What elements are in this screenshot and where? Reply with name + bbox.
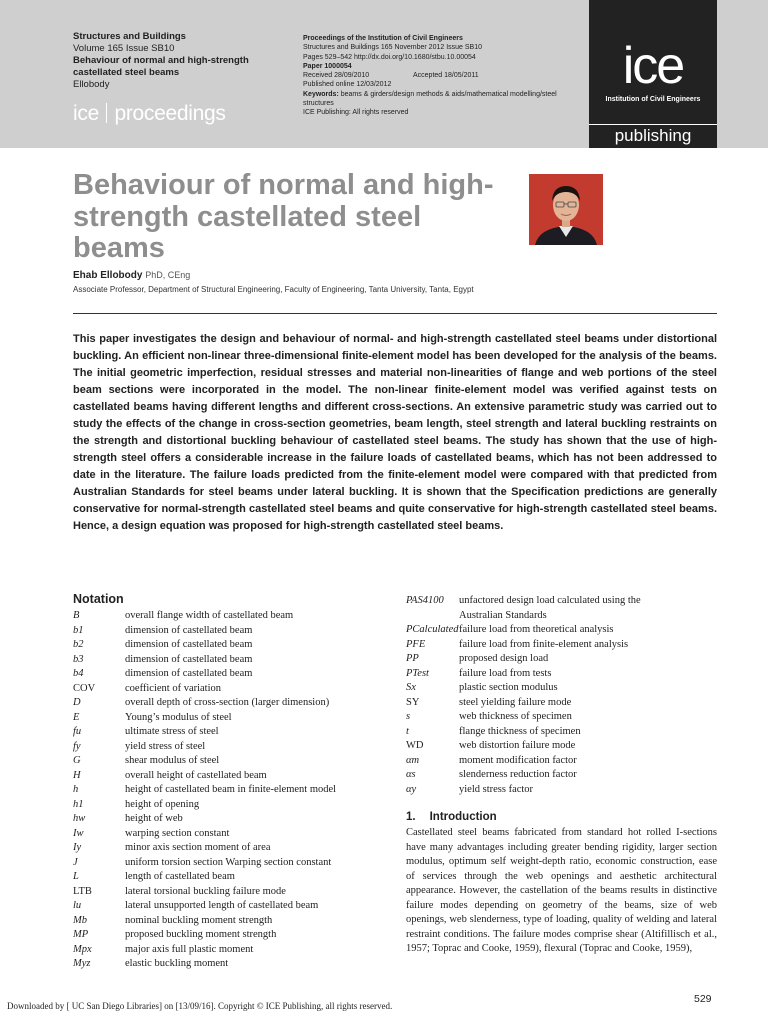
notation-row (73, 740, 383, 755)
notation-row (406, 739, 718, 754)
notation-symbol: J (73, 856, 78, 868)
page-number: 529 (694, 993, 712, 1005)
notation-description: major axis full plastic moment (125, 943, 254, 955)
notation-row (406, 696, 718, 711)
notation-symbol: LTB (73, 885, 92, 897)
author-affiliation: Associate Professor, Department of Structural Engineering, Faculty of Engineering, Tanta University, Tanta, Egypt (73, 285, 474, 294)
notation-description: unfactored design load calculated using the (459, 595, 641, 606)
notation-description: lateral torsional buckling failure mode (125, 885, 286, 897)
notation-row (73, 609, 383, 624)
notation-symbol: αy (406, 783, 417, 795)
notation-symbol: PFE (406, 638, 426, 650)
notation-description: web thickness of specimen (459, 711, 572, 722)
notation-symbol: Mb (73, 914, 87, 926)
header-metadata (303, 34, 583, 118)
notation-row (73, 682, 383, 697)
notation-row (406, 652, 718, 667)
notation-symbol: lu (73, 900, 82, 911)
notation-symbol: b2 (73, 639, 84, 650)
notation-symbol: H (73, 769, 81, 781)
notation-description: failure load from tests (459, 667, 552, 679)
notation-description: moment modification factor (459, 754, 577, 766)
notation-row (73, 928, 383, 943)
citation-line: Structures and Buildings 165 November 2012 Issue SB10 (303, 44, 482, 52)
notation-symbol: Myz (73, 958, 91, 969)
introduction-text: Castellated steel beams fabricated from standard hot rolled I-sections have many advantages including greater bending rigidity, larger section modulus, optimum self weight-depth ratio, economic construction, ease of services through the web openings and aesthetic architectural appearance. However, the castellation of the beams results in distinctive failure modes depending on geometry of the beams, size of web openings, web slenderness, type of loading, quality of welding and lateral restraint conditions. The failure modes comprise shear (Altifillisch et al., 1957; Toprac and Cooke, 1959), flexural (Toprac and Cooke, 1959), (406, 827, 717, 954)
notation-row (73, 783, 383, 798)
notation-description: failure load from finite-element analysis (459, 638, 629, 650)
notation-row (406, 638, 718, 653)
notation-row (73, 769, 383, 784)
notation-symbol: Iy (73, 842, 82, 853)
notation-symbol: t (406, 725, 409, 737)
notation-row (406, 710, 718, 725)
accepted-date: Accepted 18/05/2011 (413, 72, 479, 80)
notation-row (73, 653, 383, 668)
journal-volume: Volume 165 Issue SB10 (73, 43, 175, 54)
ice-institution-name: Institution of Civil Engineers (605, 96, 701, 103)
notation-row (406, 681, 718, 696)
notation-symbol: D (73, 697, 81, 708)
notation-description: height of castellated beam in finite-element model (125, 784, 337, 795)
notation-description: dimension of castellated beam (125, 668, 253, 679)
notation-row (73, 856, 383, 871)
notation-row (406, 783, 718, 798)
notation-row (406, 725, 718, 740)
notation-description: proposed buckling moment strength (125, 929, 277, 940)
notation-symbol: COV (73, 682, 96, 694)
notation-row (406, 609, 718, 624)
notation-symbol: G (73, 755, 81, 766)
author-line (73, 270, 190, 281)
author-name: Ehab Ellobody (73, 270, 143, 281)
header-left-block (73, 31, 283, 91)
notation-description: ultimate stress of steel (125, 726, 219, 737)
notation-symbol: E (73, 711, 80, 723)
notation-description: flange thickness of specimen (459, 725, 581, 737)
notation-description: elastic buckling moment (125, 958, 229, 969)
notation-symbol: fu (73, 726, 82, 737)
notation-row (73, 943, 383, 958)
notation-symbol: PAS4100 (406, 595, 444, 606)
notation-description: dimension of castellated beam (125, 639, 253, 650)
ice-publishing-label: publishing (589, 124, 717, 146)
introduction-heading (406, 811, 497, 823)
brand-proceedings: proceedings (114, 102, 226, 125)
ice-logo-text: ice (622, 37, 684, 95)
notation-symbol: Mpx (73, 943, 92, 955)
ice-proceedings-brand (73, 102, 226, 126)
author-credentials: PhD, CEng (145, 270, 191, 280)
notation-row (406, 754, 718, 769)
running-title: Behaviour of normal and high-strength castellated steel beams (73, 55, 249, 78)
notation-row (73, 667, 383, 682)
notation-description: failure load from theoretical analysis (459, 624, 614, 635)
notation-row (73, 957, 383, 972)
notation-description: overall height of castellated beam (125, 769, 267, 781)
notation-description: slenderness reduction factor (459, 769, 577, 780)
paper-number: Paper 1000054 (303, 62, 352, 70)
published-date: Published online 12/03/2012 (303, 81, 392, 89)
keywords (303, 90, 583, 109)
notation-description: Young’s modulus of steel (125, 711, 232, 723)
notation-symbol: h1 (73, 798, 84, 810)
running-author: Ellobody (73, 79, 110, 90)
journal-header (0, 0, 768, 148)
dates-row (303, 71, 583, 80)
notation-description: nominal buckling moment strength (125, 914, 273, 926)
notation-description: lateral unsupported length of castellated beam (125, 900, 319, 911)
notation-description: proposed design load (459, 653, 549, 664)
notation-row (73, 827, 383, 842)
notation-symbol: b4 (73, 668, 84, 679)
notation-row (73, 885, 383, 900)
notation-description: dimension of castellated beam (125, 624, 253, 636)
notation-row (406, 623, 718, 638)
notation-description: coefficient of variation (125, 682, 222, 694)
notation-description: steel yielding failure mode (459, 696, 572, 708)
notation-description: Australian Standards (459, 609, 547, 621)
author-photo (529, 174, 603, 245)
notation-row (73, 638, 383, 653)
notation-list-right (406, 594, 718, 797)
rights-line: ICE Publishing: All rights reserved (303, 109, 409, 117)
notation-row (73, 725, 383, 740)
notation-description: overall flange width of castellated beam (125, 610, 294, 621)
brand-ice: ice (73, 102, 99, 125)
notation-symbol: fy (73, 740, 81, 752)
notation-description: yield stress of steel (125, 740, 206, 752)
notation-symbol: PP (406, 653, 419, 664)
notation-symbol: Sx (406, 682, 416, 693)
proceedings-title: Proceedings of the Institution of Civil Engineers (303, 35, 463, 42)
notation-symbol: WD (406, 740, 424, 751)
notation-row (73, 812, 383, 827)
notation-list-left (73, 609, 383, 972)
notation-row (73, 841, 383, 856)
pages-doi: Pages 529–542 http://dx.doi.org/10.1680/stbu.10.00054 (303, 53, 476, 61)
notation-description: web distortion failure mode (459, 740, 576, 751)
notation-description: minor axis section moment of area (125, 842, 271, 853)
notation-description: length of castellated beam (125, 871, 235, 882)
section-number: 1. (406, 811, 416, 823)
notation-heading: Notation (73, 592, 124, 606)
journal-name: Structures and Buildings (73, 31, 186, 42)
notation-description: height of web (125, 813, 183, 824)
notation-symbol: αs (406, 769, 416, 780)
notation-symbol: SY (406, 696, 420, 708)
notation-description: plastic section modulus (459, 682, 558, 693)
download-notice: Downloaded by [ UC San Diego Libraries] on [13/09/16]. Copyright © ICE Publishing, all rights reserved. (7, 1001, 393, 1011)
notation-row (406, 667, 718, 682)
keywords-label: Keywords: (303, 90, 339, 98)
notation-row (73, 914, 383, 929)
brand-divider (106, 103, 108, 123)
notation-row (406, 594, 718, 609)
notation-description: overall depth of cross-section (larger dimension) (125, 697, 330, 708)
notation-description: warping section constant (125, 827, 230, 839)
author-portrait-icon (529, 174, 603, 245)
notation-row (73, 711, 383, 726)
notation-symbol: hw (73, 813, 86, 824)
notation-row (73, 754, 383, 769)
notation-symbol: b3 (73, 653, 84, 665)
section-title: Introduction (429, 811, 497, 823)
notation-symbol: MP (73, 929, 89, 940)
notation-description: uniform torsion section Warping section constant (125, 856, 332, 868)
notation-row (406, 768, 718, 783)
notation-symbol: B (73, 610, 80, 621)
notation-description: shear modulus of steel (125, 755, 220, 766)
notation-row (73, 696, 383, 711)
notation-description: yield stress factor (459, 783, 534, 795)
notation-symbol: b1 (73, 624, 84, 636)
notation-row (73, 798, 383, 813)
notation-description: height of opening (125, 798, 200, 810)
notation-row (73, 899, 383, 914)
notation-row (73, 870, 383, 885)
notation-symbol: PTest (406, 667, 429, 679)
abstract: This paper investigates the design and behaviour of normal- and high-strength castellated steel beams under distortional buckling. An efficient non-linear three-dimensional finite-element model has been developed for the analysis of the beams. The initial geometric imperfection, residual stresses and material non-linearities of flange and web portions of the steel beam sections were incorporated in the model. The non-linear finite-element model was verified against tests on castellated beams having different lengths and different cross-sections. An extensive parametric study was carried out to study the effects of the change in cross-section geometries, beam length, steel strength and lateral buckling restraints on the strength and distortional buckling behaviour of castellated steel beams. The study has shown that the use of high-strength steel offers a considerable increase in the failure loads of castellated beams, which has not been addressed to date in the literature. The failure loads predicted from the finite-element model were compared with that predicted from Australian Standards for steel beams under lateral buckling. It is shown that the Specification predictions are generally conservative for normal-strength castellated steel beams and quite conservative for high-strength castellated steel beams. Hence, a design equation was proposed for high-strength castellated steel beams. (73, 333, 717, 532)
notation-row (73, 624, 383, 639)
notation-symbol: αm (406, 754, 420, 766)
article-title: Behaviour of normal and high-strength castellated steel beams (73, 169, 494, 264)
notation-description: dimension of castellated beam (125, 653, 253, 665)
title-divider (73, 313, 717, 314)
notation-symbol: L (73, 871, 79, 882)
notation-symbol: Iw (73, 827, 84, 839)
notation-symbol: h (73, 784, 79, 795)
notation-symbol (406, 609, 459, 624)
ice-publishing-logo (589, 0, 717, 148)
notation-symbol: s (406, 711, 411, 722)
keywords-text: beams & girders/design methods & aids/mathematical modelling/steel structures (303, 90, 557, 108)
received-date: Received 28/09/2010 (303, 72, 370, 80)
notation-symbol: PCalculated (406, 624, 459, 635)
